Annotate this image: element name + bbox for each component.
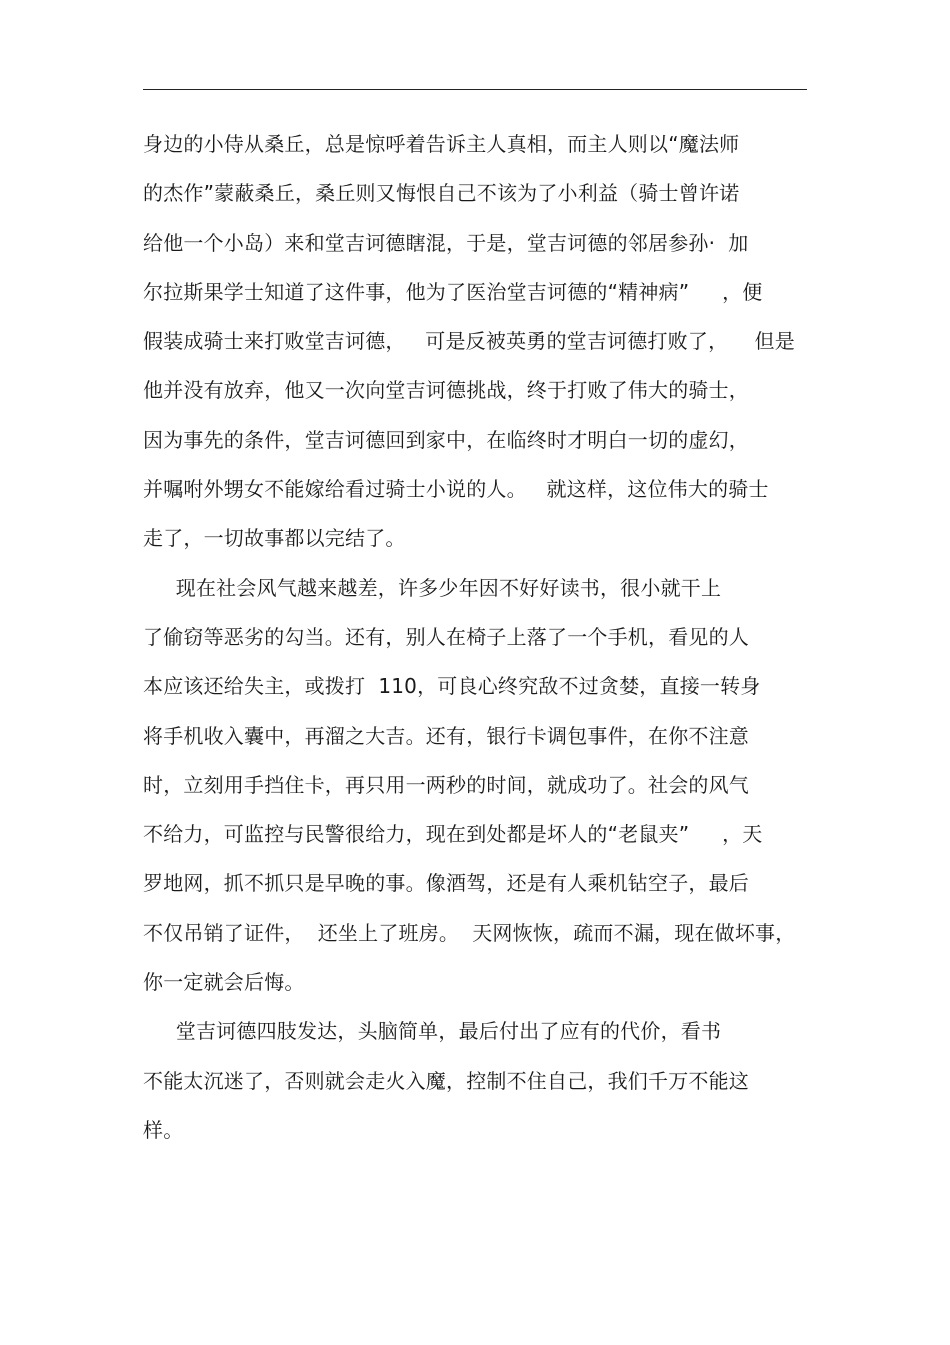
text-line: 假装成骑士来打败堂吉诃德， 可是反被英勇的堂吉诃德打败了， 但是	[143, 329, 795, 354]
text-line: 并嘱咐外甥女不能嫁给看过骑士小说的人。 就这样，这位伟大的骑士	[143, 477, 769, 502]
body-text	[143, 124, 815, 1159]
text-line: 不给力，可监控与民警很给力，现在到处都是坏人的“老鼠夹” ，天	[143, 822, 763, 847]
text-line: 尔拉斯果学士知道了这件事，他为了医治堂吉诃德的“精神病” ，便	[143, 279, 763, 304]
text-line: 你一定就会后悔。	[143, 970, 305, 995]
text-line: 他并没有放弃，他又一次向堂吉诃德挑战，终于打败了伟大的骑士，	[143, 378, 749, 403]
paragraph-start-line: 现在社会风气越来越差，许多少年因不好好读书，很小就干上	[143, 575, 722, 600]
text-line: 不能太沉迷了，否则就会走火入魔，控制不住自己，我们千万不能这	[143, 1068, 749, 1093]
text-line: 罗地网，抓不抓只是早晚的事。像酒驾，还是有人乘机钻空子，最后	[143, 871, 749, 896]
text-line: 本应该还给失主，或拨打 110，可良心终究敌不过贪婪，直接一转身	[143, 674, 761, 699]
text-line: 时，立刻用手挡住卡，再只用一两秒的时间，就成功了。社会的风气	[143, 772, 749, 797]
text-line: 将手机收入囊中，再溜之大吉。还有，银行卡调包事件，在你不注意	[143, 723, 749, 748]
text-line: 了偷窃等恶劣的勾当。还有，别人在椅子上落了一个手机，看见的人	[143, 624, 749, 649]
text-line: 样。	[143, 1117, 184, 1142]
paragraph-start-line: 堂吉诃德四肢发达，头脑简单，最后付出了应有的代价，看书	[143, 1019, 722, 1044]
text-line: 因为事先的条件，堂吉诃德回到家中，在临终时才明白一切的虚幻，	[143, 427, 749, 452]
text-line: 身边的小侍从桑丘，总是惊呼着告诉主人真相，而主人则以“魔法师	[143, 132, 740, 156]
text-line: 的杰作”蒙蔽桑丘，桑丘则又悔恨自己不该为了小利益（骑士曾许诺	[143, 181, 740, 206]
text-line: 给他一个小岛）来和堂吉诃德瞎混，于是，堂吉诃德的邻居参孙· 加	[143, 230, 749, 255]
text-line: 走了，一切故事都以完结了。	[143, 526, 406, 551]
text-line: 不仅吊销了证件， 还坐上了班房。 天网恢恢，疏而不漏，现在做坏事，	[143, 920, 796, 945]
header-rule	[143, 89, 807, 90]
